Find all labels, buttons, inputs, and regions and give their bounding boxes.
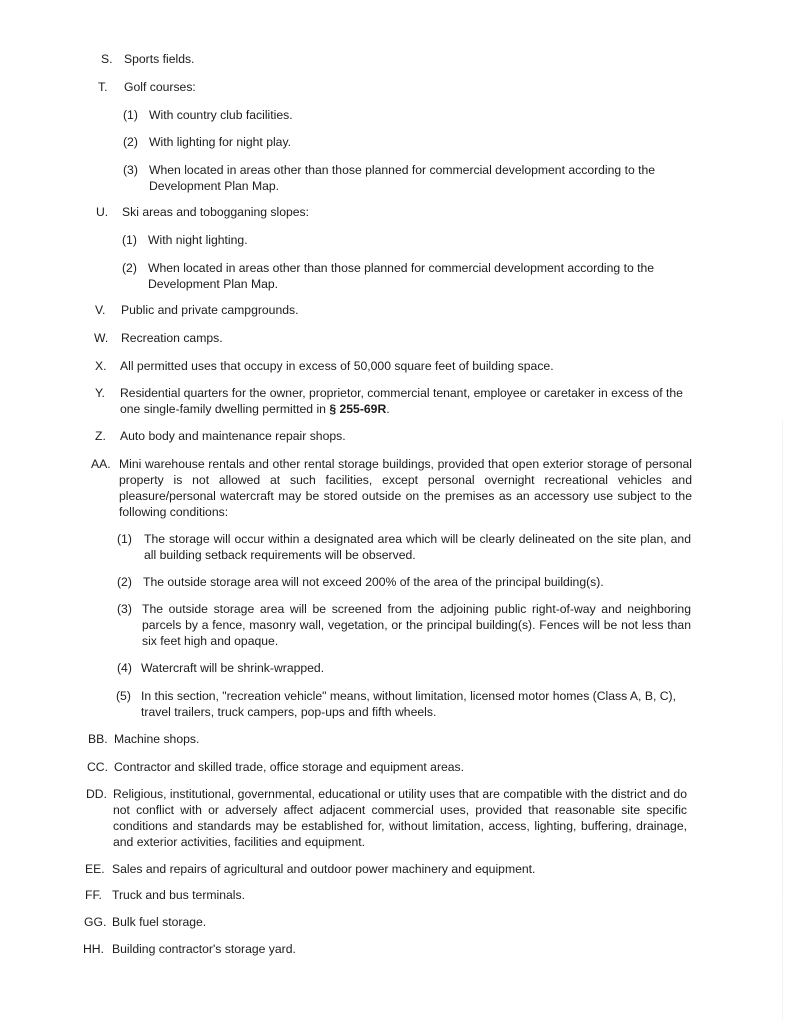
sub-item-T1 xyxy=(0,107,791,123)
list-item-BB xyxy=(0,731,791,747)
item-text: Sports fields. xyxy=(124,52,195,66)
list-item-U xyxy=(0,204,791,220)
list-item-V xyxy=(0,302,791,318)
sub-item-T2 xyxy=(0,134,791,150)
scan-edge-divider xyxy=(782,420,783,1020)
item-text: Machine shops. xyxy=(114,732,200,746)
item-text: All permitted uses that occupy in excess of 50,000 square feet of building space. xyxy=(120,359,554,373)
item-text: Watercraft will be shrink-wrapped. xyxy=(141,661,325,675)
item-label: DD. xyxy=(86,787,107,801)
item-label: W. xyxy=(94,331,109,345)
item-label: (1) xyxy=(117,532,132,546)
sub-item-AA3 xyxy=(0,601,791,649)
item-label: (3) xyxy=(117,602,132,616)
list-item-HH xyxy=(0,941,791,957)
item-text: With country club facilities. xyxy=(149,108,293,122)
item-label: X. xyxy=(95,359,107,373)
list-item-AA xyxy=(0,456,791,520)
item-text: Recreation camps. xyxy=(121,331,223,345)
item-text: The outside storage area will not exceed 200% of the area of the principal building(s). xyxy=(143,575,604,589)
item-text-tail: . xyxy=(386,402,390,416)
section-reference-link[interactable]: § 255-69R xyxy=(329,402,387,416)
list-item-Z xyxy=(0,428,791,444)
item-label: Z. xyxy=(95,429,106,443)
item-text-body: Residential quarters for the owner, proprietor, commercial tenant, employee or caretaker in excess of the one single-family dwelling permitted in xyxy=(120,386,683,416)
list-item-Y xyxy=(0,385,791,417)
item-label: (5) xyxy=(116,689,131,703)
item-text: Religious, institutional, governmental, educational or utility uses that are compatible with the district and do not conflict with or adversely affect adjacent commercial uses, provided that reasonable site specific conditions and standards may be established for, without limitation, access, lighting, buffering, drainage, and exterior activities, facilities and equipment. xyxy=(113,787,687,849)
item-label: (2) xyxy=(122,261,137,275)
item-text: Building contractor's storage yard. xyxy=(112,942,296,956)
list-item-DD xyxy=(0,786,791,850)
sub-item-AA1 xyxy=(0,531,791,563)
item-label: Y. xyxy=(95,386,105,400)
item-label: AA. xyxy=(91,457,111,471)
item-text: When located in areas other than those planned for commercial development according to the Development Plan Map. xyxy=(149,163,656,193)
item-label: (1) xyxy=(122,233,137,247)
item-text: When located in areas other than those planned for commercial development according to the Development Plan Map. xyxy=(148,261,655,291)
item-label: (2) xyxy=(117,575,132,589)
item-text xyxy=(120,385,696,417)
item-text: With lighting for night play. xyxy=(149,135,292,149)
sub-item-AA4 xyxy=(0,660,791,676)
item-text: The storage will occur within a designated area which will be clearly delineated on the site plan, and all building setback requirements will be observed. xyxy=(144,532,691,562)
sub-item-AA5 xyxy=(0,688,791,720)
list-item-GG xyxy=(0,914,791,930)
list-item-EE xyxy=(0,861,791,877)
sub-item-U1 xyxy=(0,232,791,248)
item-text: Mini warehouse rentals and other rental storage buildings, provided that open exterior storage of personal property is not allowed at such facilities, except personal overnight recreational vehicles and pleasure/personal watercraft may be stored outside on the premises as an accessory use subject to the following conditions: xyxy=(119,457,692,519)
item-label: EE. xyxy=(85,862,105,876)
item-text: Contractor and skilled trade, office storage and equipment areas. xyxy=(114,760,465,774)
item-text: Public and private campgrounds. xyxy=(121,303,299,317)
item-text: Bulk fuel storage. xyxy=(112,915,207,929)
list-item-T xyxy=(0,79,791,95)
item-label: U. xyxy=(96,205,109,219)
item-text: Truck and bus terminals. xyxy=(112,888,245,902)
item-label: FF. xyxy=(85,888,102,902)
list-item-S xyxy=(0,51,791,67)
item-text: Auto body and maintenance repair shops. xyxy=(120,429,346,443)
sub-item-AA2 xyxy=(0,574,791,590)
list-item-X xyxy=(0,358,791,374)
item-text: With night lighting. xyxy=(148,233,248,247)
sub-item-U2 xyxy=(0,260,791,292)
list-item-W xyxy=(0,330,791,346)
item-text: Ski areas and tobogganing slopes: xyxy=(122,205,310,219)
item-label: GG. xyxy=(84,915,107,929)
item-label: (2) xyxy=(123,135,138,149)
item-label: CC. xyxy=(87,760,108,774)
item-label: (4) xyxy=(117,661,132,675)
item-text: The outside storage area will be screened from the adjoining public right-of-way and neighboring parcels by a fence, masonry wall, vegetation, or the principal building(s). Fences will be not less than six feet high and opaque. xyxy=(142,602,691,648)
item-text: Golf courses: xyxy=(124,80,196,94)
list-item-FF xyxy=(0,887,791,903)
item-text: Sales and repairs of agricultural and outdoor power machinery and equipment. xyxy=(112,862,536,876)
item-label: V. xyxy=(95,303,106,317)
item-label: HH. xyxy=(83,942,104,956)
item-text: In this section, "recreation vehicle" means, without limitation, licensed motor homes (Class A, B, C), travel trailers, truck campers, pop-ups and fifth wheels. xyxy=(141,689,676,719)
item-label: (3) xyxy=(123,163,138,177)
item-label: (1) xyxy=(123,108,138,122)
item-label: BB. xyxy=(88,732,108,746)
item-label: S. xyxy=(101,52,113,66)
sub-item-T3 xyxy=(0,162,791,194)
list-item-CC xyxy=(0,759,791,775)
item-label: T. xyxy=(98,80,108,94)
